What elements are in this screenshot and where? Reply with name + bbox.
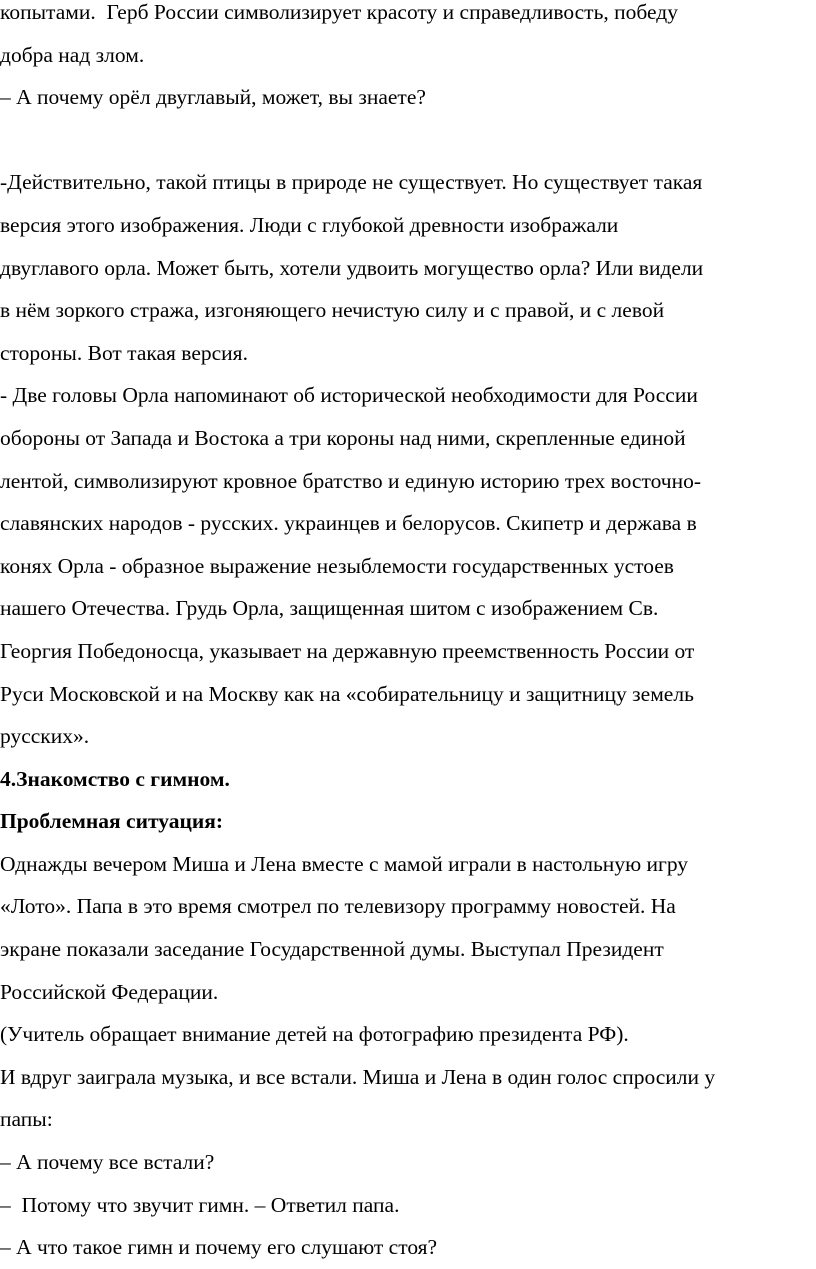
text-line-3: – А почему орёл двуглавый, может, вы знаете? (0, 85, 426, 110)
text-line-27: папы: (0, 1107, 53, 1132)
subheading: Проблемная ситуация: (0, 809, 224, 834)
text-line-7: двуглавого орла. Может быть, хотели удвоить могущество орла? Или видели (0, 255, 704, 280)
text-line-25: (Учитель обращает внимание детей на фотографию президента РФ). (0, 1022, 629, 1047)
text-line-12: лентой, символизируют кровное братство и единую историю трех восточно- (0, 468, 701, 493)
text-line-29: – Потому что звучит гимн. – Ответил папа. (0, 1192, 400, 1217)
text-line-5: -Действительно, такой птицы в природе не существует. Но существует такая (0, 170, 703, 195)
text-line-6: версия этого изображения. Люди с глубокой древности изображали (0, 212, 619, 237)
text-line-8: в нём зоркого стража, изгоняющего нечистую силу и с правой, и с левой (0, 298, 665, 323)
text-line-24: Российской Федерации. (0, 979, 219, 1004)
blank-line (0, 119, 816, 162)
text-line-28: – А почему все встали? (0, 1150, 215, 1175)
text-line-18: русских». (0, 724, 90, 749)
text-line-26: И вдруг заиграла музыка, и все встали. Миша и Лена в один голос спросили у (0, 1064, 716, 1089)
text-line-21: Однажды вечером Миша и Лена вместе с мамой играли в настольную игру (0, 851, 689, 876)
text-line-2: добра над злом. (0, 42, 145, 67)
text-line-22: «Лото». Папа в это время смотрел по телевизору программу новостей. На (0, 894, 676, 919)
text-line-14: конях Орла - образное выражение незыблемости государственных устоев (0, 553, 674, 578)
text-line-10: - Две головы Орла напоминают об исторической необходимости для России (0, 383, 698, 408)
text-line-13: славянских народов - русских. украинцев и белорусов. Скипетр и держава в (0, 511, 697, 536)
text-line-9: стороны. Вот такая версия. (0, 340, 248, 365)
text-line-23: экране показали заседание Государственной думы. Выступал Президент (0, 937, 664, 962)
section-heading: 4.Знакомство с гимном. (0, 766, 230, 791)
text-line-30: – А что такое гимн и почему его слушают стоя? (0, 1235, 438, 1260)
text-line-1: копытами. Герб России символизирует красоту и справедливость, победу (0, 0, 678, 24)
text-line-11: обороны от Запада и Востока а три короны над ними, скрепленные единой (0, 425, 686, 450)
text-line-17: Руси Московской и на Москву как на «собирательницу и защитницу земель (0, 681, 694, 706)
text-line-15: нашего Отечества. Грудь Орла, защищенная шитом с изображением Св. (0, 596, 659, 621)
text-line-16: Георгия Победоносца, указывает на державную преемственность России от (0, 638, 695, 663)
